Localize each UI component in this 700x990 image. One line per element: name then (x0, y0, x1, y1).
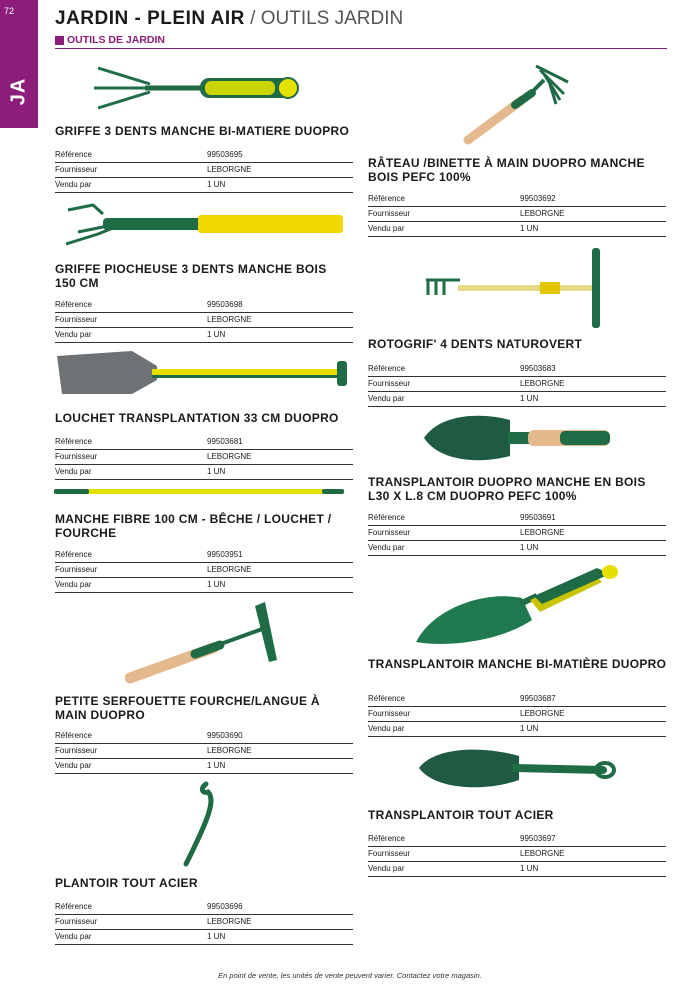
label-supplier: Fournisseur (368, 209, 411, 218)
label-sold: Vendu par (368, 224, 405, 233)
value-ref: 99503683 (520, 364, 556, 373)
label-sold: Vendu par (368, 864, 405, 873)
label-ref: Référence (55, 902, 92, 911)
product-image-plantoir (178, 780, 228, 870)
side-tab (0, 0, 38, 128)
product-title: GRIFFE 3 DENTS MANCHE BI-MATIERE DUOPRO (55, 124, 350, 138)
product-image-griffe (90, 60, 315, 115)
label-sold: Vendu par (368, 394, 405, 403)
value-ref: 99503681 (207, 437, 243, 446)
value-ref: 99503697 (520, 834, 556, 843)
product-image-griffe-piocheuse (58, 200, 348, 250)
label-supplier: Fournisseur (368, 379, 411, 388)
product-spec-table (55, 148, 353, 193)
label-supplier: Fournisseur (55, 746, 98, 755)
value-ref: 99503692 (520, 194, 556, 203)
product-image-rotogrif (420, 240, 610, 330)
product-spec-table (55, 900, 353, 945)
value-ref: 99503691 (520, 513, 556, 522)
label-supplier: Fournisseur (55, 917, 98, 926)
product-title: ROTOGRIF' 4 DENTS NATUROVERT (368, 337, 583, 351)
value-ref: 99503951 (207, 550, 243, 559)
label-ref: Référence (55, 150, 92, 159)
title-main: JARDIN - PLEIN AIR (55, 8, 245, 29)
value-ref: 99503695 (207, 150, 243, 159)
label-ref: Référence (55, 300, 92, 309)
product-title: LOUCHET TRANSPLANTATION 33 CM DUOPRO (55, 411, 339, 425)
value-ref: 99503696 (207, 902, 243, 911)
product-image-rateau (460, 60, 575, 150)
section-tab-label: JA (7, 77, 30, 106)
label-supplier: Fournisseur (55, 452, 98, 461)
label-supplier: Fournisseur (368, 849, 411, 858)
label-ref: Référence (55, 731, 92, 740)
label-sold: Vendu par (55, 467, 92, 476)
value-sold: 1 UN (520, 724, 539, 733)
label-supplier: Fournisseur (55, 315, 98, 324)
value-sold: 1 UN (207, 932, 226, 941)
value-supplier: LEBORGNE (520, 528, 565, 537)
product-title: PLANTOIR TOUT ACIER (55, 876, 198, 890)
value-sold: 1 UN (520, 224, 539, 233)
label-ref: Référence (368, 834, 405, 843)
product-image-louchet (52, 346, 357, 401)
product-title: RÂTEAU /BINETTE À MAIN DUOPRO MANCHE BOIS PEFC 100% (368, 156, 645, 184)
product-image-transplantoir-bimatiere (412, 560, 627, 650)
section-title: OUTILS DE JARDIN (67, 34, 166, 46)
value-supplier: LEBORGNE (207, 917, 252, 926)
label-supplier: Fournisseur (368, 709, 411, 718)
product-title: PETITE SERFOUETTE FOURCHE/LANGUE À MAIN DUOPRO (55, 694, 320, 722)
label-sold: Vendu par (55, 932, 92, 941)
label-ref: Référence (368, 194, 405, 203)
label-ref: Référence (368, 364, 405, 373)
value-sold: 1 UN (520, 394, 539, 403)
label-sold: Vendu par (55, 330, 92, 339)
value-ref: 99503687 (520, 694, 556, 703)
product-image-serfouette (125, 598, 285, 686)
value-supplier: LEBORGNE (207, 452, 252, 461)
value-supplier: LEBORGNE (207, 746, 252, 755)
value-ref: 99503690 (207, 731, 243, 740)
value-ref: 99503698 (207, 300, 243, 309)
product-spec-table (368, 832, 666, 877)
section-square-icon (55, 36, 64, 45)
product-spec-table (55, 729, 353, 774)
value-sold: 1 UN (207, 467, 226, 476)
product-image-transplantoir-bois (420, 410, 615, 465)
value-supplier: LEBORGNE (207, 315, 252, 324)
product-spec-table (368, 692, 666, 737)
product-spec-table (55, 548, 353, 593)
product-spec-table (368, 511, 666, 556)
label-sold: Vendu par (55, 761, 92, 770)
label-sold: Vendu par (55, 180, 92, 189)
product-spec-table (368, 192, 666, 237)
value-sold: 1 UN (207, 761, 226, 770)
value-sold: 1 UN (207, 580, 226, 589)
value-sold: 1 UN (520, 543, 539, 552)
label-sold: Vendu par (368, 724, 405, 733)
section-header (55, 35, 667, 49)
product-title: GRIFFE PIOCHEUSE 3 DENTS MANCHE BOIS 150 CM (55, 262, 327, 290)
product-title: TRANSPLANTOIR DUOPRO MANCHE EN BOIS L30 X L.8 CM DUOPRO PEFC 100% (368, 475, 646, 503)
label-ref: Référence (55, 550, 92, 559)
label-supplier: Fournisseur (55, 565, 98, 574)
label-sold: Vendu par (368, 543, 405, 552)
label-supplier: Fournisseur (368, 528, 411, 537)
value-supplier: LEBORGNE (520, 379, 565, 388)
value-supplier: LEBORGNE (207, 565, 252, 574)
product-title: TRANSPLANTOIR TOUT ACIER (368, 808, 554, 822)
value-supplier: LEBORGNE (207, 165, 252, 174)
title-sub: OUTILS JARDIN (260, 8, 404, 29)
product-title: MANCHE FIBRE 100 CM - BÊCHE / LOUCHET / FOURCHE (55, 512, 332, 540)
product-title: TRANSPLANTOIR MANCHE BI-MATIÈRE DUOPRO (368, 657, 667, 671)
product-spec-table (55, 435, 353, 480)
page-title (55, 8, 403, 30)
product-spec-table (368, 362, 666, 407)
product-image-transplantoir-acier (415, 742, 620, 797)
label-sold: Vendu par (55, 580, 92, 589)
label-ref: Référence (368, 694, 405, 703)
label-ref: Référence (368, 513, 405, 522)
page-number: 72 (4, 6, 15, 16)
title-sep: / (244, 8, 261, 29)
value-sold: 1 UN (207, 330, 226, 339)
product-spec-table (55, 298, 353, 343)
label-ref: Référence (55, 437, 92, 446)
value-sold: 1 UN (207, 180, 226, 189)
value-sold: 1 UN (520, 864, 539, 873)
label-supplier: Fournisseur (55, 165, 98, 174)
value-supplier: LEBORGNE (520, 849, 565, 858)
footer-note: En point de vente, les unités de vente peuvent varier. Contactez votre magasin. (218, 971, 482, 980)
product-image-manche-fibre (52, 485, 347, 499)
value-supplier: LEBORGNE (520, 709, 565, 718)
value-supplier: LEBORGNE (520, 209, 565, 218)
